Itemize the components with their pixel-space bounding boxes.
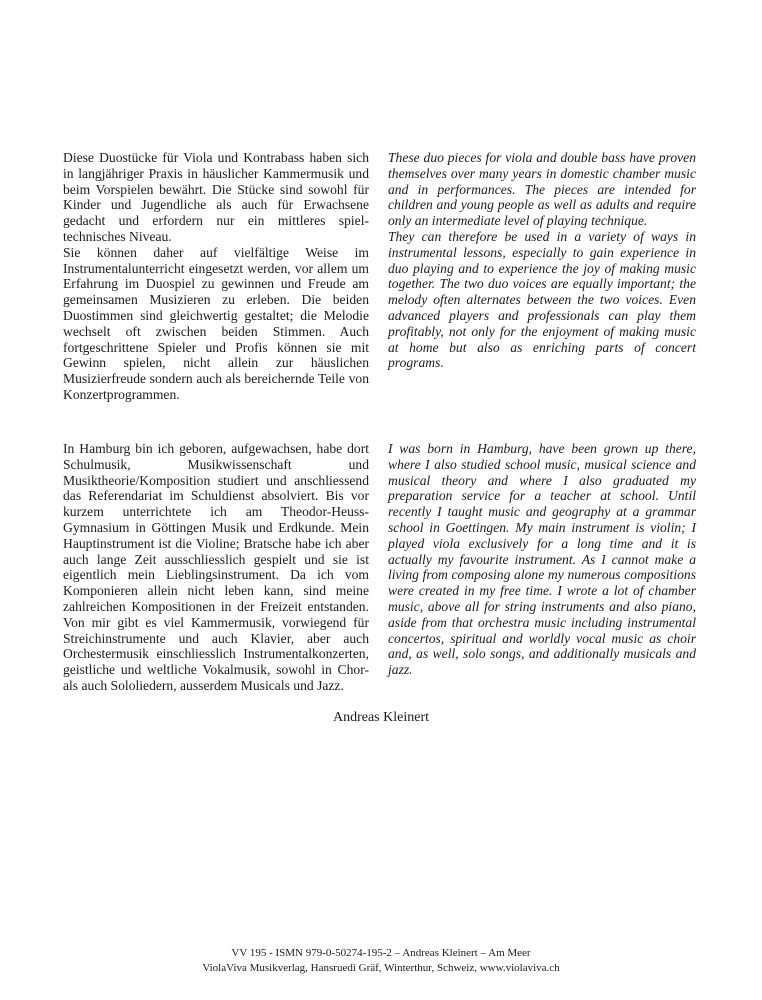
author-signature: Andreas Kleinert [332, 710, 430, 725]
intro-german-paragraph-2: Sie können daher auf vielfältige Weise im Instrumentalunterricht eingesetzt werden, vor allem um Erfahrung im Duospiel zu gewinnen und Freude am gemeinsamen Musizieren zu erleben. Die beiden Duostimmen sind gleichwertig gestaltet; die Melodie wechselt oft zwischen beiden Stimmen. Auch fortgeschrittene Spieler und Profis können sie mit Gewinn spielen, nicht allein zur häuslichen Musizierfreude sondern auch als bereichernde Teile von Konzertprogrammen. [63, 244, 369, 402]
intro-english-column [388, 150, 696, 371]
intro-german-paragraph-1: Diese Duostücke für Viola und Kontrabass haben sich in langjähriger Praxis in häuslicher Kammermusik und beim Vorspielen bewährt. Die Stücke sind sowohl für Kinder und Jugendliche als auch für Erwachsene gedacht und erfordern nur ein mittleres spiel-technisches Niveau. [63, 150, 369, 244]
intro-german-column [63, 150, 369, 403]
footer-publisher-line: ViolaViva Musikverlag, Hansruedi Gräf, Winterthur, Schweiz, www.violaviva.ch [202, 962, 560, 974]
intro-english-paragraph-1: These duo pieces for viola and double bass have proven themselves over many years in domestic chamber music and in performances. The pieces are intended for children and young people as well as adults and require only an intermediate level of playing technique. [388, 150, 696, 229]
publisher-footer [0, 946, 762, 976]
bio-german-paragraph: In Hamburg bin ich geboren, aufgewachsen, habe dort Schulmusik, Musikwissenschaft und Musiktheorie/Komposition studiert und anschliessend das Referendariat im Schuldienst absolviert. Bis vor kurzem unterrichtete ich am Theodor-Heuss-Gymnasium in Göttingen Musik und Erdkunde. Mein Hauptinstrument ist die Violine; Bratsche habe ich aber auch lange Zeit ausschliesslich gespielt und sie ist eigentlich mein Lieblingsinstrument. Da ich vom Komponieren allein nicht leben kann, sind meine zahlreichen Kompositionen in der Freizeit entstanden. Von mir gibt es viel Kammermusik, vorwiegend für Streichinstrumente und auch Klavier, aber auch Orchestermusik einschliesslich Instrumentalkonzerten, geistliche und weltliche Vokalmusik, sowohl in Chor- als auch Sololiedern, ausserdem Musicals und Jazz. [63, 441, 369, 693]
bio-english-column [388, 441, 696, 678]
bio-german-column [63, 441, 369, 694]
bio-english-paragraph: I was born in Hamburg, have been grown up there, where I also studied school music, musical science and musical theory and where I also graduated my preparation service for a teacher at school. Until recently I taught music and geography at a grammar school in Goettingen. My main instrument is violin; I played viola exclusively for a long time and it is actually my favourite instrument. As I cannot make a living from composing alone my numerous compositions were created in my free time. I wrote a lot of chamber music, above all for string instruments and also piano, aside from that orchestra music including instrumental concertos, spiritual and worldly vocal music as choir and, as well, solo songs, and additionally musicals and jazz. [388, 441, 696, 678]
footer-edition-line: VV 195 - ISMN 979-0-50274-195-2 – Andreas Kleinert – Am Meer [231, 947, 531, 959]
intro-english-paragraph-2: They can therefore be used in a variety of ways in instrumental lessons, especially to gain experience in duo playing and to experience the joy of making music together. The two duo voices are equally important; the melody often alternates between the two voices. Even advanced players and professionals can play them profitably, not only for the enjoyment of making music at home but also as enriching parts of concert programs. [388, 228, 696, 371]
